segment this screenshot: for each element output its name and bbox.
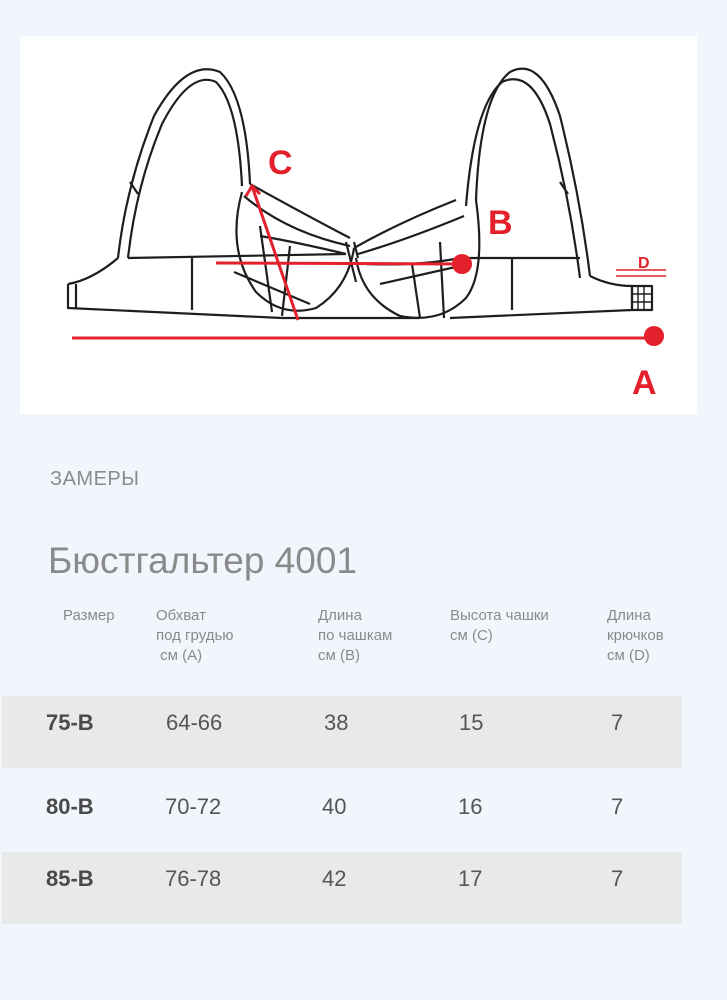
bra-outline — [68, 69, 652, 318]
header-hook-length: Длина крючков см (D) — [607, 607, 664, 664]
underbust-cell: 64-66 — [166, 710, 223, 735]
section-label: ЗАМЕРЫ — [50, 468, 140, 490]
label-d: D — [638, 255, 650, 272]
size-cell: 75-B — [46, 710, 94, 735]
label-b: B — [488, 204, 513, 242]
hook-length-cell: 7 — [611, 710, 624, 735]
header-cup-length: Длина по чашкам см (B) — [318, 607, 393, 664]
table-row — [2, 780, 682, 852]
cup-length-cell: 38 — [324, 710, 349, 735]
marker-b — [452, 254, 472, 274]
cup-height-cell: 16 — [458, 794, 483, 819]
size-cell: 80-B — [46, 794, 94, 819]
cup-height-cell: 15 — [459, 710, 484, 735]
bra-outline-drawing — [20, 36, 697, 414]
hook-length-cell: 7 — [611, 866, 624, 891]
underbust-cell: 70-72 — [165, 794, 222, 819]
cup-length-cell: 42 — [322, 866, 347, 891]
cup-height-cell: 17 — [458, 866, 483, 891]
underbust-cell: 76-78 — [165, 866, 222, 891]
size-cell: 85-B — [46, 866, 94, 891]
marker-a — [644, 326, 664, 346]
header-underbust: Обхват под грудью см (A) — [156, 607, 234, 664]
line-b — [216, 263, 462, 264]
header-size: Размер — [63, 607, 115, 624]
hook-length-cell: 7 — [611, 794, 624, 819]
cup-length-cell: 40 — [322, 794, 347, 819]
label-c: C — [268, 144, 293, 182]
table-row — [2, 852, 682, 924]
measurement-diagram — [20, 36, 697, 414]
table-row — [2, 696, 682, 768]
product-title: Бюстгальтер 4001 — [48, 540, 357, 581]
header-cup-height: Высота чашки см (C) — [450, 607, 549, 644]
label-a: A — [632, 364, 657, 402]
